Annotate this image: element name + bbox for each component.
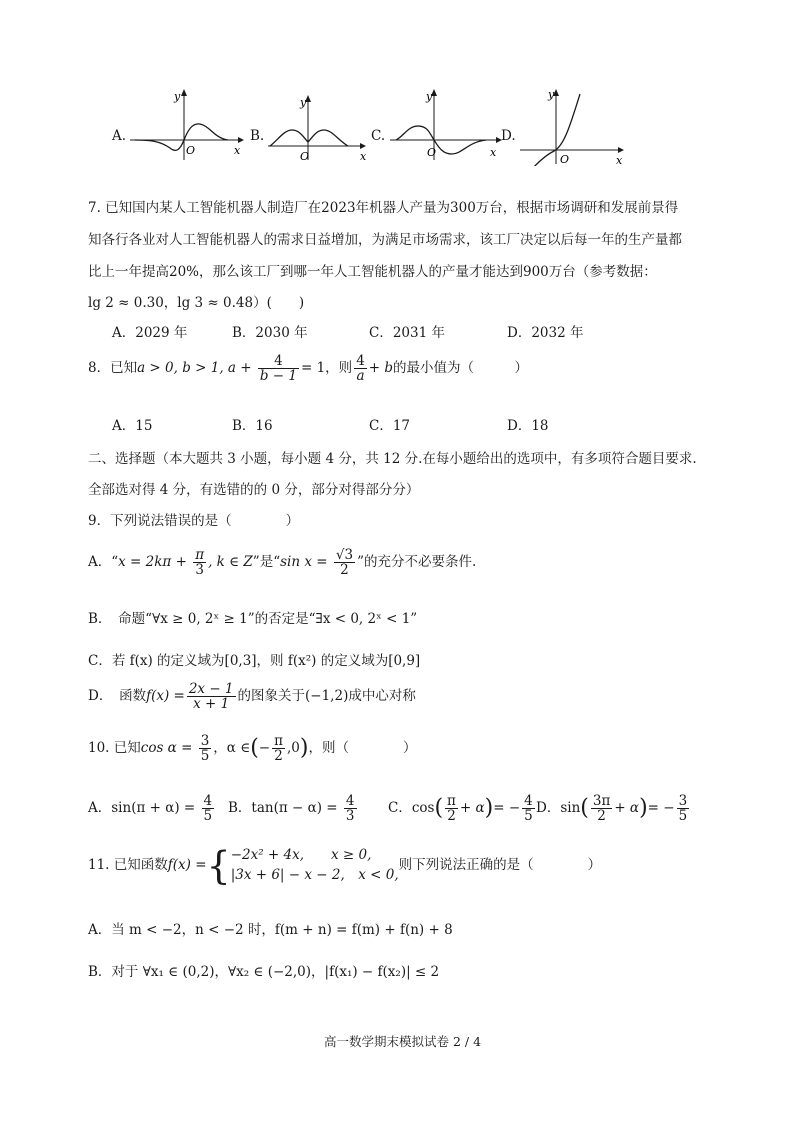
q10-option-b: B．tan(π − α) = $\frac{4}{3}$ [228, 793, 355, 825]
q8-frac1: $\frac{4}{b - 1}$ [259, 353, 297, 385]
graph-d [520, 86, 630, 166]
graph-a-o: O [186, 144, 196, 157]
graph-b-y: y [300, 96, 307, 109]
graph-a [130, 88, 245, 163]
q7-option-b: B．2030 年 [232, 325, 308, 341]
graph-c-o: O [427, 146, 437, 159]
q7-line2: 知各行各业对人工智能机器人的需求日益增加，为满足市场需求，该工厂决定以后每一年的生产量都 [88, 232, 682, 248]
graph-a-x: x [234, 144, 241, 157]
page-footer: 高一数学期末模拟试卷 2 / 4 [324, 1034, 482, 1049]
q7-option-c: C．2031 年 [369, 325, 445, 341]
q8-stem [88, 354, 528, 383]
graph-b [268, 92, 368, 162]
section2-line1: 二、选择题（本大题共 3 小题，每小题 4 分，共 12 分.在每小题给出的选项中，有多项符合题目要求. [88, 451, 697, 467]
graph-c-label: C. [371, 128, 386, 144]
q10-option-d: D．sin( $\frac{3\pi}{2}$ + α)= − $\frac{3}{5}$ [536, 793, 688, 825]
section2-line2: 全部选对得 4 分，有选错的的 0 分，部分对得部分分） [88, 482, 420, 498]
q10-option-a: A．sin(π + α) = $\frac{4}{5}$ [88, 793, 213, 825]
q7-line3: 比上一年提高20%，那么该工厂到哪一年人工智能机器人的产量才能达到900万台（参考数据： [88, 264, 657, 280]
graph-d-o: O [560, 153, 570, 166]
graph-b-label: B. [250, 128, 265, 144]
q8-eq: = 1，则 [300, 360, 353, 377]
graph-b-o: O [300, 150, 310, 162]
q10-option-c: C．cos( $\frac{\pi}{2}$ + α)= − $\frac{4}{5}$ [388, 793, 533, 825]
q9-option-c: C．若 f(x) 的定义域为[0,3]，则 f(x²) 的定义域为[0,9] [88, 653, 421, 669]
graph-c-x: x [490, 146, 497, 159]
graph-d-label: D. [501, 128, 516, 144]
q8-rest: + b [368, 360, 394, 377]
q8-suffix: 的最小值为（ ） [393, 360, 529, 377]
q10-stem: 10. 已知cos α = $\frac{3}{5}$ ，α ∈(− $\frac{\pi}{2}$ ,0)，则（ ） [88, 733, 417, 765]
graph-c-y: y [426, 90, 433, 103]
q8-option-d: D．18 [507, 418, 549, 434]
graph-d-x: x [616, 154, 623, 166]
q8-option-b: B．16 [232, 418, 273, 434]
graph-c [390, 88, 505, 163]
q9-option-b: B． 命题“∀x ≥ 0, 2ˣ ≥ 1”的否定是“∃x < 0, 2ˣ < 1” [88, 611, 418, 627]
q7-option-a: A．2029 年 [112, 325, 188, 341]
q11-option-b: B．对于 ∀x₁ ∈ (0,2)，∀x₂ ∈ (−2,0)，|f(x₁) − f(x₂)| ≤ 2 [88, 964, 440, 980]
q8-prefix: 8．已知 [88, 360, 138, 377]
graph-d-y: y [548, 88, 555, 101]
q7-line4: lg 2 ≈ 0.30，lg 3 ≈ 0.48）( ) [88, 295, 305, 311]
q8-cond: a > 0, b > 1, a + [137, 360, 256, 377]
q9-option-d: D． 函数f(x) = $\frac{2x - 1}{x + 1}$ 的图象关于(−1,2)成中心对称 [88, 681, 416, 713]
q8-frac2: $\frac{4}{a}$ [356, 353, 365, 385]
q8-option-c: C．17 [369, 418, 411, 434]
graph-b-x: x [360, 150, 367, 162]
q7-line1: 7. 已知国内某人工智能机器人制造厂在2023年机器人产量为300万台，根据市场调研和发展前景得 [88, 200, 679, 216]
q7-option-d: D．2032 年 [507, 325, 584, 341]
q9-title: 9．下列说法错误的是（ ） [88, 513, 300, 529]
q11-option-a: A．当 m < −2，n < −2 时，f(m + n) = f(m) + f(n) + 8 [88, 922, 453, 938]
graph-a-label: A. [112, 128, 127, 144]
q11-stem: 11. 已知函数f(x) ={ −2x² + 4x, x ≥ 0, |3x + 6| − x − 2, x < 0, 则下列说法正确的是（ ） [88, 843, 602, 888]
graph-a-y: y [174, 90, 181, 103]
q9-option-a: A．“x = 2kπ + $\frac{\pi}{3}$ , k ∈ Z”是“sin x = $\frac{√3}{2}$ ”的充分不必要条件. [88, 547, 477, 579]
q8-option-a: A．15 [112, 418, 153, 434]
